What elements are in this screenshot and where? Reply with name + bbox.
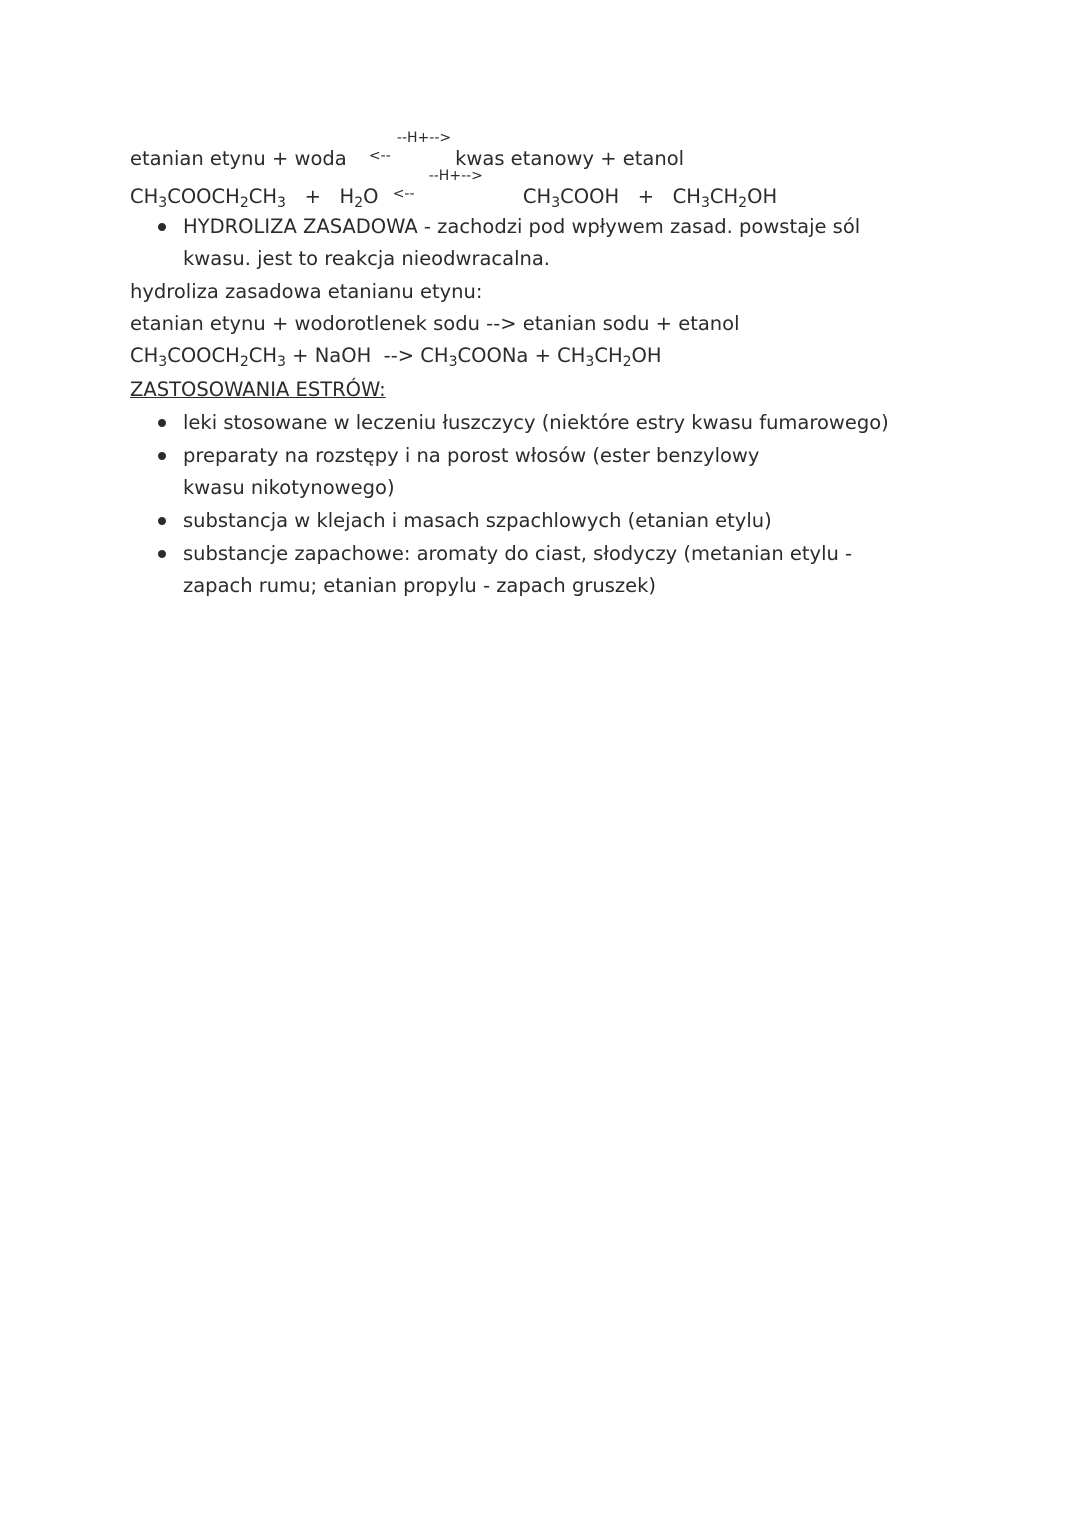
list-item: leki stosowane w leczeniu łuszczycy (niektóre estry kwasu fumarowego) xyxy=(158,407,938,439)
list-item: substancje zapachowe: aromaty do ciast, słodyczy (metanian etylu - zapach rumu; etanian propylu - zapach gruszek) xyxy=(158,538,938,602)
ethanol-formula-2: $CH_3CH_2OH$ xyxy=(557,344,662,370)
reverse-arrow: <-- xyxy=(368,148,391,164)
word-equation-2: etanian etynu + wodorotlenek sodu --> etanian sodu + etanol xyxy=(130,312,740,335)
formula-equation-1 xyxy=(130,168,778,211)
plus-sign-2: + xyxy=(637,185,655,208)
ethanol-formula: $CH_3CH_2OH$ xyxy=(672,185,778,211)
formula-equation-2 xyxy=(130,343,662,369)
bullet-icon xyxy=(158,517,166,525)
forward-arrow: --H+--> xyxy=(396,130,452,146)
forward-arrow-2: --H+--> xyxy=(428,168,483,184)
list-item-hydroliza: HYDROLIZA ZASADOWA - zachodzi pod wpływem zasad. powstaje sól kwasu. jest to reakcja nieodwracalna. xyxy=(158,211,938,275)
equilibrium-arrow xyxy=(353,130,463,165)
plus-sign-3: + xyxy=(534,344,551,367)
bullet-icon xyxy=(158,223,166,231)
water-formula: $H_2O$ xyxy=(339,185,379,211)
word-equation-1 xyxy=(130,130,685,172)
reverse-arrow-2: <-- xyxy=(392,186,415,202)
salt-formula: $CH_3COONa$ xyxy=(420,344,529,370)
plus-sign: + xyxy=(304,185,321,208)
bullet-icon xyxy=(158,452,166,460)
bullet-icon xyxy=(158,419,166,427)
ester-formula: $CH_3COOCH_2CH_3$ xyxy=(130,185,286,211)
equilibrium-arrow-2 xyxy=(385,168,517,203)
section-title: hydroliza zasadowa etanianu etynu: xyxy=(130,280,483,303)
bullet-icon xyxy=(158,550,166,558)
reactants-text: etanian etynu + woda xyxy=(130,147,347,170)
acid-formula: $CH_3COOH$ xyxy=(522,185,620,211)
products-text: kwas etanowy + etanol xyxy=(455,147,685,170)
list-item: substancja w klejach i masach szpachlowych (etanian etylu) xyxy=(158,505,938,537)
naoh-arrow: + NaOH --> xyxy=(292,344,415,367)
ester-formula-2: $CH_3COOCH_2CH_3$ xyxy=(130,344,286,370)
section-heading: ZASTOSOWANIA ESTRÓW: xyxy=(130,378,386,401)
list-item: preparaty na rozstępy i na porost włosów (ester benzylowy kwasu nikotynowego) xyxy=(158,440,938,504)
